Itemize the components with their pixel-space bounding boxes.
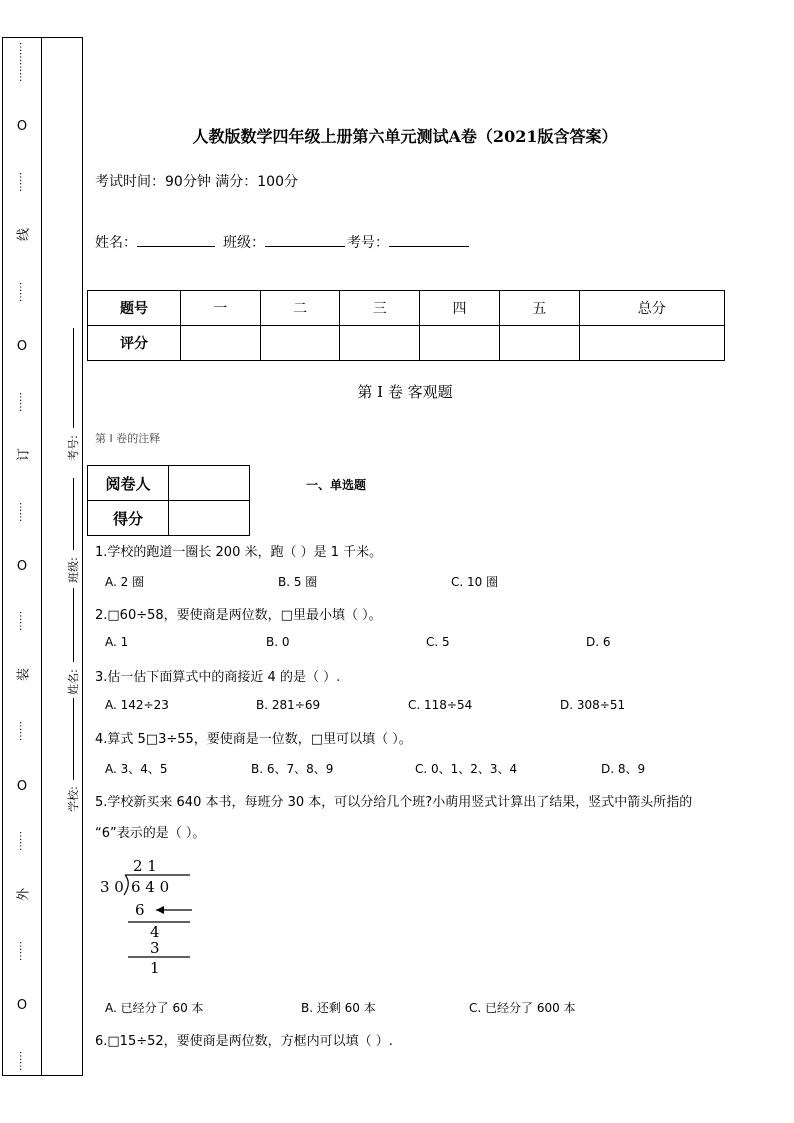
name-blank[interactable] bbox=[137, 232, 215, 247]
question-2: 2.□60÷58，要使商是两位数，□里最小填（ ）。 bbox=[95, 608, 382, 623]
step2-text: 4 bbox=[150, 923, 160, 941]
part-title: 第 I 卷 客观题 bbox=[357, 383, 453, 401]
arrow-icon bbox=[156, 906, 164, 914]
reviewer-cell[interactable] bbox=[169, 466, 250, 501]
score-table-score-row bbox=[88, 326, 725, 361]
option-a[interactable]: A. 已经分了 60 本 bbox=[105, 1001, 204, 1015]
seal-char-ding: 订 bbox=[15, 449, 29, 465]
score-cell[interactable] bbox=[340, 326, 420, 361]
option-b[interactable]: B. 还剩 60 本 bbox=[301, 1001, 376, 1015]
seal-char-zhuang: 装 bbox=[15, 668, 29, 684]
option-b[interactable]: B. 6、7、8、9 bbox=[251, 762, 334, 776]
option-c[interactable]: C. 0、1、2、3、4 bbox=[415, 762, 518, 776]
seal-circle: O bbox=[16, 119, 28, 135]
class-blank[interactable] bbox=[265, 232, 345, 247]
question-3: 3.估一估下面算式中的商接近 4 的是（ ）. bbox=[95, 670, 341, 685]
question-4-options bbox=[105, 760, 725, 776]
option-c[interactable]: C. 5 bbox=[426, 635, 450, 649]
seal-circle: O bbox=[16, 558, 28, 574]
score-table bbox=[87, 290, 725, 361]
seal-circle: O bbox=[16, 339, 28, 355]
grader-table bbox=[87, 465, 250, 536]
score-col-total: 总分 bbox=[579, 291, 724, 326]
score-table-header-row bbox=[88, 291, 725, 326]
seal-char-xian: 线 bbox=[15, 229, 29, 245]
seal-char-wai: 外 bbox=[15, 888, 29, 904]
score-label: 得分 bbox=[88, 501, 169, 536]
option-c[interactable]: C. 已经分了 600 本 bbox=[469, 1001, 576, 1015]
division-bracket bbox=[124, 875, 128, 895]
score-col-2: 二 bbox=[260, 291, 340, 326]
option-a[interactable]: A. 142÷23 bbox=[105, 698, 169, 712]
class-field[interactable]: 班级: bbox=[42, 478, 84, 588]
score-cell[interactable] bbox=[260, 326, 340, 361]
question-5-options bbox=[105, 999, 725, 1015]
quotient-text: 2 1 bbox=[133, 857, 157, 875]
score-table-row-label: 评分 bbox=[88, 326, 181, 361]
option-d[interactable]: D. 6 bbox=[586, 635, 611, 649]
remainder-text: 1 bbox=[150, 959, 160, 977]
dividend-text: 6 4 0 bbox=[131, 878, 170, 896]
score-cell[interactable] bbox=[499, 326, 579, 361]
seal-line-column: ………… O …… 线 …… O …… 订 …… O …… 装 …… O …… 外 …… O …… bbox=[15, 42, 29, 1071]
seal-circle: O bbox=[16, 778, 28, 794]
score-col-4: 四 bbox=[420, 291, 500, 326]
exam-title: 人教版数学四年级上册第六单元测试A卷（2021版含答案） bbox=[192, 127, 618, 146]
question-3-options bbox=[105, 698, 725, 714]
score-col-3: 三 bbox=[340, 291, 420, 326]
option-b[interactable]: B. 0 bbox=[266, 635, 290, 649]
question-6: 6.□15÷52，要使商是两位数，方框内可以填（ ）. bbox=[95, 1034, 393, 1049]
exam-number-field[interactable]: 考号: bbox=[42, 328, 84, 478]
step1-text: 6 bbox=[135, 901, 145, 919]
question-2-options bbox=[105, 635, 725, 651]
score-cell[interactable] bbox=[579, 326, 724, 361]
question-1-options bbox=[105, 573, 725, 589]
question-4: 4.算式 5□3÷55，要使商是一位数，□里可以填（ ）。 bbox=[95, 732, 412, 747]
score-value-cell[interactable] bbox=[169, 501, 250, 536]
class-label: 班级： bbox=[223, 235, 265, 251]
exam-info: 考试时间：90分钟 满分：100分 bbox=[95, 174, 298, 190]
binding-margin bbox=[2, 37, 83, 1076]
option-d[interactable]: D. 8、9 bbox=[601, 762, 646, 776]
name-field[interactable]: 姓名: bbox=[42, 588, 84, 698]
part-note: 第 I 卷的注释 bbox=[95, 432, 161, 445]
score-cell[interactable] bbox=[181, 326, 261, 361]
seal-circle: O bbox=[16, 998, 28, 1014]
reviewer-label: 阅卷人 bbox=[88, 466, 169, 501]
option-c[interactable]: C. 118÷54 bbox=[408, 698, 473, 712]
student-info-row bbox=[95, 232, 471, 252]
number-label: 考号： bbox=[347, 235, 389, 251]
option-a[interactable]: A. 1 bbox=[105, 635, 129, 649]
option-c[interactable]: C. 10 圈 bbox=[451, 575, 499, 589]
option-a[interactable]: A. 3、4、5 bbox=[105, 762, 168, 776]
long-division-figure bbox=[100, 855, 200, 980]
student-info-column bbox=[42, 38, 84, 1075]
option-b[interactable]: B. 5 圈 bbox=[278, 575, 318, 589]
option-d[interactable]: D. 308÷51 bbox=[560, 698, 626, 712]
score-cell[interactable] bbox=[420, 326, 500, 361]
question-5: 5.学校新买来 640 本书，每班分 30 本，可以分给几个班?小萌用竖式计算出了结果，竖式中箭头所指的 bbox=[95, 795, 693, 810]
option-b[interactable]: B. 281÷69 bbox=[256, 698, 321, 712]
school-field[interactable]: 学校: bbox=[42, 698, 84, 828]
question-1: 1.学校的跑道一圈长 200 米，跑（ ）是 1 千米。 bbox=[95, 545, 383, 560]
step3-text: 3 bbox=[150, 939, 160, 957]
number-blank[interactable] bbox=[389, 232, 469, 247]
score-col-1: 一 bbox=[181, 291, 261, 326]
name-label: 姓名： bbox=[95, 235, 137, 251]
option-a[interactable]: A. 2 圈 bbox=[105, 575, 145, 589]
section-title: 一、单选题 bbox=[306, 478, 367, 492]
score-col-5: 五 bbox=[499, 291, 579, 326]
score-table-header-label: 题号 bbox=[88, 291, 181, 326]
divisor-text: 3 0 bbox=[100, 878, 124, 896]
question-5-continued: “6”表示的是（ ）。 bbox=[95, 826, 206, 841]
